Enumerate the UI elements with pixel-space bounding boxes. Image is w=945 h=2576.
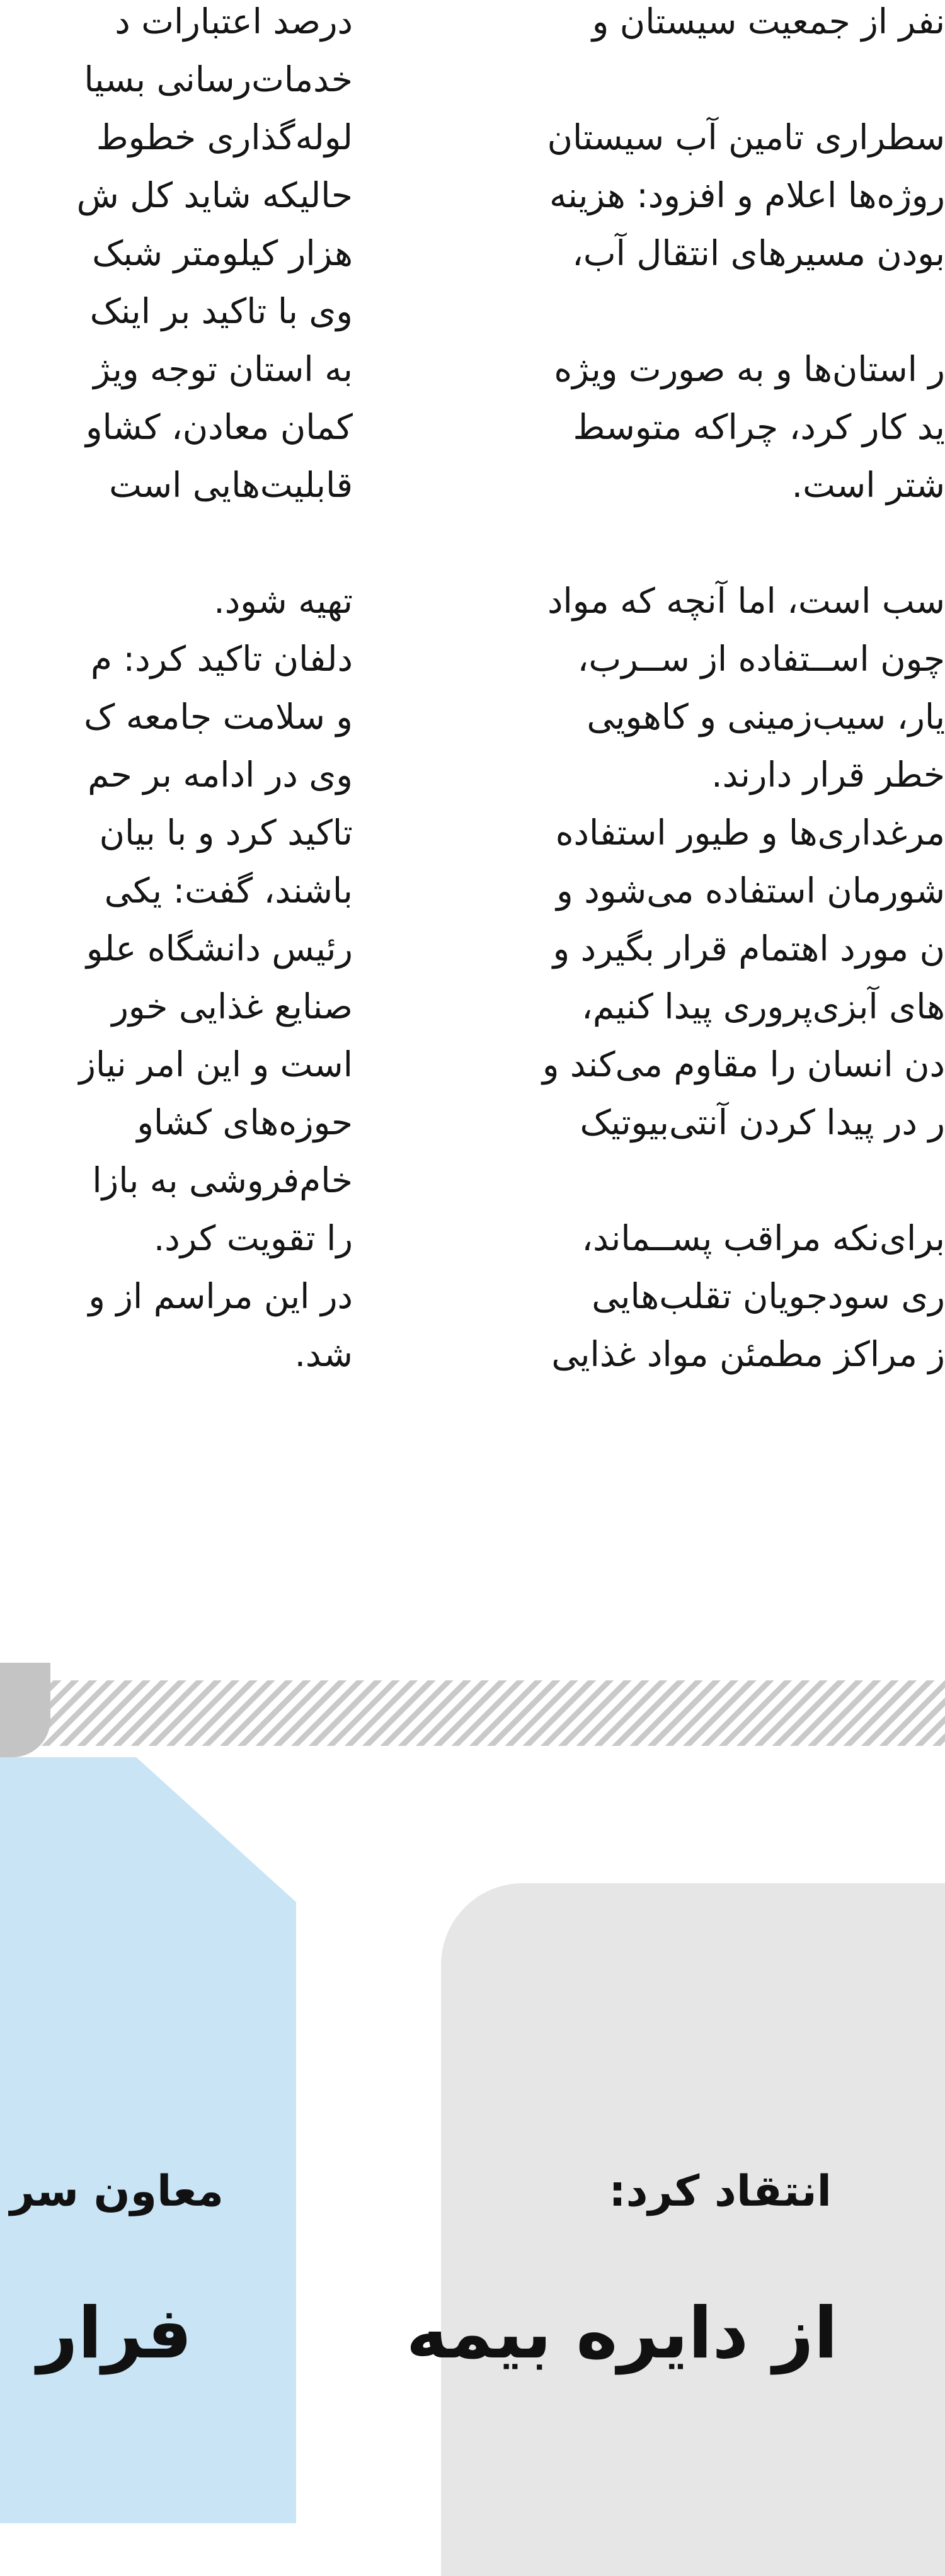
article-line: بودن مسیرهای انتقال آب، [572, 233, 945, 273]
article-line: رئیس دانشگاه علو [86, 928, 353, 969]
article-line: است و این امر نیاز [79, 1044, 353, 1085]
article-line: ز مراکز مطمئن مواد غذایی [551, 1334, 945, 1374]
article-line: و سلامت جامعه ک [84, 697, 353, 737]
article-line: تاکید کرد و با بیان [99, 812, 353, 853]
article-line: لوله‌گذاری خطوط [96, 117, 353, 157]
article-line: ری سودجویان تقلب‌هایی [592, 1276, 945, 1316]
article-line: وی در ادامه بر حم [88, 755, 353, 795]
right-news-box [441, 1883, 945, 2576]
article-column-right [438, 0, 945, 1383]
left-box-kicker: معاون سر [9, 2167, 224, 2216]
article-line: صنایع غذایی خور [112, 986, 353, 1027]
article-line: حالیکه شاید کل ش [76, 175, 353, 215]
paragraph-gap [438, 50, 945, 108]
article-line: باشند، گفت: یکی [104, 870, 353, 911]
article-line: خطر قرار دارند. [711, 755, 945, 795]
paragraph-gap [438, 1151, 945, 1209]
article-line: تهیه شود. [214, 581, 353, 621]
article-line: به استان توجه ویژ [93, 349, 353, 389]
article-line: ر استان‌ها و به صورت ویژه [554, 349, 945, 389]
right-box-kicker: انتقاد کرد: [609, 2167, 832, 2216]
paragraph-gap [438, 514, 945, 572]
article-line: شد. [294, 1334, 353, 1374]
article-line: یار، سیب‌زمینی و کاهویی [587, 697, 945, 737]
article-line: سطراری تامین آب سیستان [547, 117, 945, 157]
article-line: روژه‌ها اعلام و افزود: هزینه [549, 175, 945, 215]
article-line: وی با تاکید بر اینک [89, 291, 353, 331]
article-line: شتر است. [791, 465, 945, 505]
paragraph-gap [438, 282, 945, 340]
article-line: دلفان تاکید کرد: م [91, 639, 353, 679]
article-line: قابلیت‌هایی است [109, 465, 353, 505]
left-box-headline: فرار [37, 2293, 192, 2374]
article-line: حوزه‌های کشاو [137, 1102, 353, 1143]
article-line: سب است، اما آنچه که مواد [547, 581, 945, 621]
article-line: هزار کیلومتر شبک [92, 233, 353, 273]
article-line: نفر از جمعیت سیستان و [592, 1, 945, 42]
article-line: های آبزی‌پروری پیدا کنیم، [581, 986, 945, 1027]
article-line: برای‌نکه مراقب پســماند، [581, 1218, 945, 1258]
article-column-left [0, 0, 353, 1383]
article-line: خام‌فروشی به بازا [92, 1160, 353, 1200]
right-box-headline: از دایره بیمه [406, 2293, 838, 2374]
article-line: کمان معادن، کشاو [85, 407, 353, 447]
article-line: خدمات‌رسانی بسیا [84, 59, 353, 100]
article-line: مرغداری‌ها و طیور استفاده [555, 812, 945, 853]
article-line: را تقویت کرد. [153, 1218, 353, 1258]
article-line: چون اســتفاده از ســرب، [577, 639, 945, 679]
hatched-divider [0, 1680, 945, 1746]
paragraph-gap [0, 514, 353, 572]
left-news-box [0, 1757, 296, 2523]
article-line: دن انسان را مقاوم می‌کند و [542, 1044, 945, 1085]
article-line: ن مورد اهتمام قرار بگیرد و [553, 928, 945, 969]
article-line: در این مراسم از و [88, 1276, 353, 1316]
article-line: ید کار کرد، چراکه متوسط [573, 407, 945, 447]
article-line: درصد اعتبارات د [115, 1, 353, 42]
article-line: ر در پیدا کردن آنتی‌بیوتیک [580, 1102, 945, 1143]
article-line: شورمان استفاده می‌شود و [556, 870, 945, 911]
